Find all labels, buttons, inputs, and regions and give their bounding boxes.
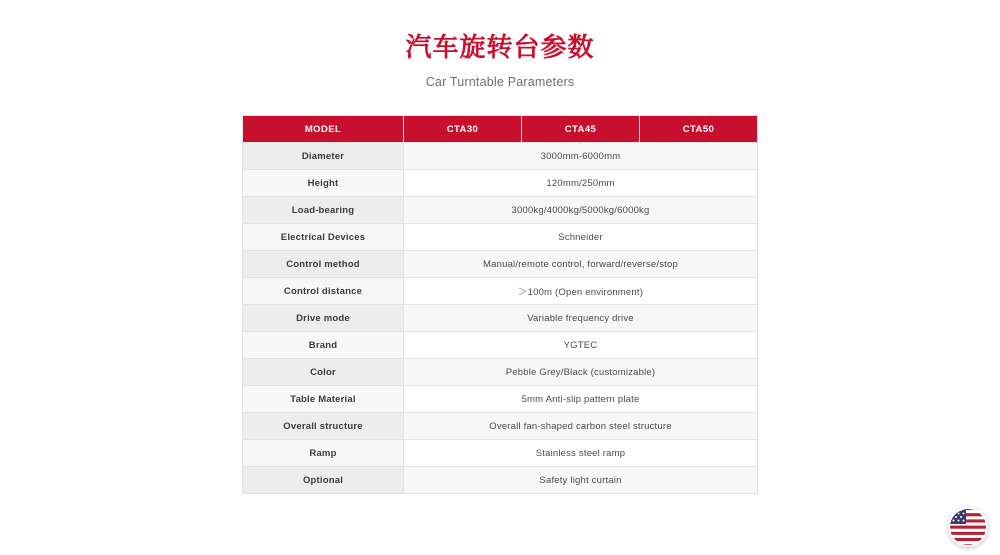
row-value: Pebble Grey/Black (customizable) xyxy=(404,359,758,386)
table-row xyxy=(243,224,758,251)
row-label: Color xyxy=(243,359,404,386)
table-row xyxy=(243,386,758,413)
table-row xyxy=(243,467,758,494)
spec-table-container xyxy=(242,115,758,494)
table-row xyxy=(243,305,758,332)
row-label: Electrical Devices xyxy=(243,224,404,251)
row-value: 3000mm-6000mm xyxy=(404,143,758,170)
row-value: Overall fan-shaped carbon steel structure xyxy=(404,413,758,440)
header-cta45: CTA45 xyxy=(522,116,640,143)
row-value: 3000kg/4000kg/5000kg/6000kg xyxy=(404,197,758,224)
us-flag-icon[interactable] xyxy=(948,507,988,547)
row-label: Drive mode xyxy=(243,305,404,332)
page-title-chinese: 汽车旋转台参数 xyxy=(405,32,595,62)
table-header-row xyxy=(243,116,758,143)
row-value: 120mm/250mm xyxy=(404,170,758,197)
row-label: Load-bearing xyxy=(243,197,404,224)
spec-table-head xyxy=(243,116,758,143)
row-value: ＞100m (Open environment) xyxy=(404,278,758,305)
row-label: Brand xyxy=(243,332,404,359)
document-page xyxy=(0,32,1000,555)
row-label: Diameter xyxy=(243,143,404,170)
row-value: YGTEC xyxy=(404,332,758,359)
row-value: Variable frequency drive xyxy=(404,305,758,332)
row-label: Ramp xyxy=(243,440,404,467)
header-cta30: CTA30 xyxy=(404,116,522,143)
row-label: Overall structure xyxy=(243,413,404,440)
row-label: Control method xyxy=(243,251,404,278)
table-row xyxy=(243,413,758,440)
table-row xyxy=(243,251,758,278)
row-label: Table Material xyxy=(243,386,404,413)
table-row xyxy=(243,143,758,170)
spec-table-body xyxy=(243,143,758,494)
table-row xyxy=(243,359,758,386)
row-value: Safety light curtain xyxy=(404,467,758,494)
table-row xyxy=(243,278,758,305)
table-row xyxy=(243,440,758,467)
row-value: Manual/remote control, forward/reverse/stop xyxy=(404,251,758,278)
table-row xyxy=(243,197,758,224)
header-model: MODEL xyxy=(243,116,404,143)
row-value: 5mm Anti-slip pattern plate xyxy=(404,386,758,413)
row-label: Control distance xyxy=(243,278,404,305)
table-row xyxy=(243,170,758,197)
spec-table xyxy=(242,115,758,494)
row-label: Optional xyxy=(243,467,404,494)
row-label: Height xyxy=(243,170,404,197)
row-value: Stainless steel ramp xyxy=(404,440,758,467)
header-cta50: CTA50 xyxy=(640,116,758,143)
table-row xyxy=(243,332,758,359)
page-subtitle-english: Car Turntable Parameters xyxy=(425,75,575,90)
row-value: Schneider xyxy=(404,224,758,251)
